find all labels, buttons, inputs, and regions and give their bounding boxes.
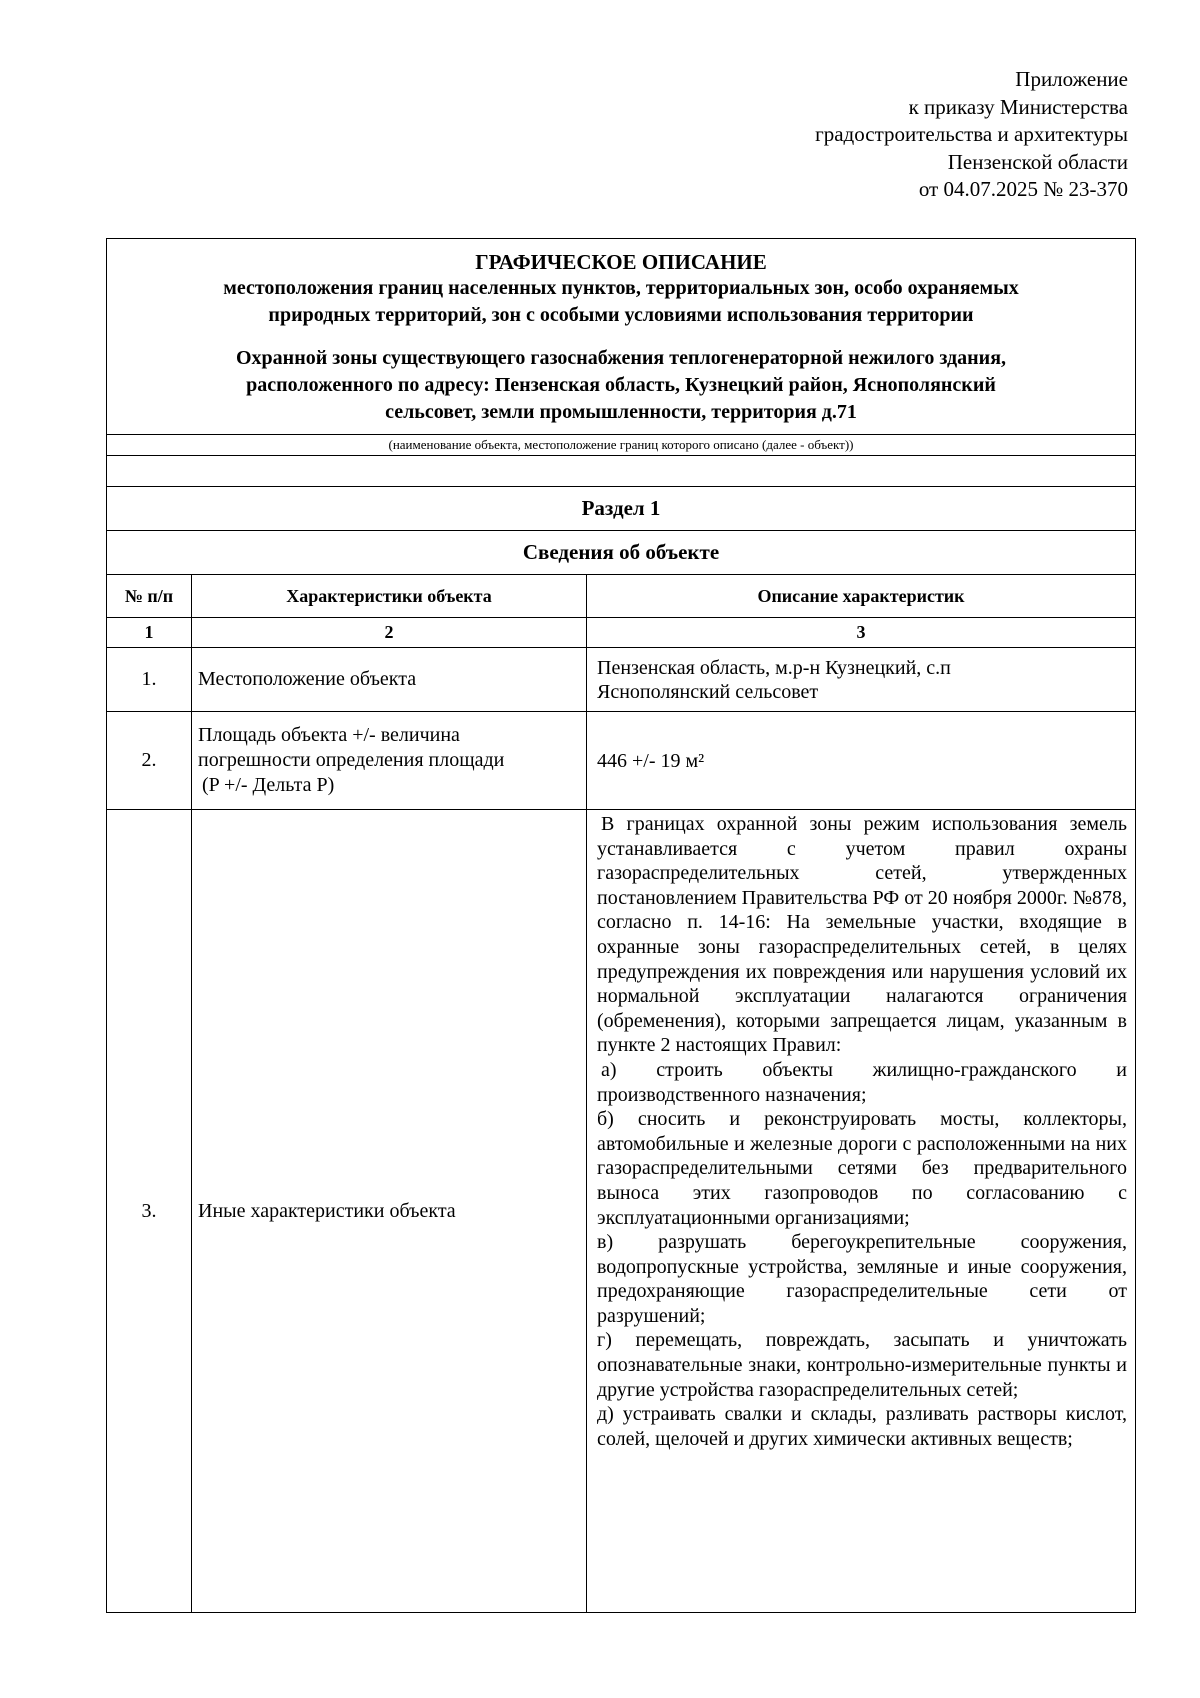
- column-header-row: [107, 575, 1136, 618]
- appendix-line: к приказу Министерства: [908, 94, 1128, 119]
- column-index: 1: [107, 618, 192, 648]
- row-number: 3.: [107, 810, 192, 1613]
- table-row: [107, 712, 1136, 810]
- caption-row: [107, 435, 1136, 456]
- appendix-line: Приложение: [1015, 67, 1128, 91]
- row-characteristic-line: погрешности определения площади: [198, 749, 505, 771]
- column-index: 3: [587, 618, 1136, 648]
- table-row: [107, 648, 1136, 712]
- object-name-line: расположенного по адресу: Пензенская область, Кузнецкий район, Яснополянский: [246, 374, 996, 396]
- restriction-item: а) строить объекты жилищно-гражданского и производственного назначения;: [597, 1058, 1127, 1106]
- column-header-num: № п/п: [107, 575, 192, 618]
- row-value: [587, 648, 1136, 712]
- row-number: 2.: [107, 712, 192, 810]
- restriction-item: д) устраивать свалки и склады, разливать растворы кислот, солей, щелочей и других химически активных веществ;: [597, 1403, 1127, 1450]
- row-value: [587, 810, 1136, 1613]
- document-title: ГРАФИЧЕСКОЕ ОПИСАНИЕ: [475, 250, 767, 274]
- appendix-line: Пензенской области: [947, 149, 1128, 174]
- column-header-description: Описание характеристик: [587, 575, 1136, 618]
- row-characteristic: [192, 712, 587, 810]
- restriction-paragraph: В границах охранной зоны режим использования земель устанавливается с учетом правил охраны газораспределительных сетей, утвержденных постановлением Правительства РФ от 20 ноября 2000г. №878, согласно п. 14-16: На земельные участки, входящие в охранные зоны газораспределительных сетей, в целях предупреждения их повреждения или нарушения условий их нормальной эксплуатации налагаются ограничения (обременения), которыми запрещается лицам, указанным в пункте 2 настоящих Правил:: [597, 813, 1127, 1057]
- object-name: [121, 345, 1121, 426]
- title-row: [107, 239, 1136, 435]
- column-index: 2: [192, 618, 587, 648]
- section-subtitle-row: [107, 531, 1136, 575]
- spacer-cell: [107, 456, 1136, 487]
- section-row: [107, 487, 1136, 531]
- appendix-date-line: от 04.07.2025 № 23-370: [918, 177, 1128, 201]
- section-subtitle: Сведения об объекте: [107, 531, 1136, 575]
- object-caption: (наименование объекта, местоположение границ которого описано (далее - объект)): [107, 435, 1136, 456]
- restriction-item: б) сносить и реконструировать мосты, коллекторы, автомобильные и железные дороги с расположенными на них газораспределительными сетями без предварительного выноса этих газопроводов по согласованию с эксплуатационными организациями;: [597, 1108, 1127, 1229]
- document-subtitle: местоположения границ населенных пунктов, территориальных зон, особо охраняемых: [223, 277, 1019, 299]
- row-characteristic: Иные характеристики объекта: [192, 810, 587, 1613]
- row-value: 446 +/- 19 м²: [587, 712, 1136, 810]
- row-number: 1.: [107, 648, 192, 712]
- restriction-item: г) перемещать, повреждать, засыпать и уничтожать опознавательные знаки, контрольно-измерительные пункты и другие устройства газораспределительных сетей;: [597, 1329, 1127, 1401]
- row-characteristic-line: Площадь объекта +/- величина: [198, 724, 460, 746]
- row-characteristic-line: (P +/- Дельта P): [202, 774, 335, 796]
- object-name-line: Охранной зоны существующего газоснабжения теплогенераторной нежилого здания,: [235, 347, 1007, 369]
- row-characteristic: Местоположение объекта: [192, 648, 587, 712]
- restriction-item: в) разрушать берегоукрепительные сооружения, водопропускные устройства, земляные и иные сооружения, предохраняющие газораспределительные сети от разрушений;: [597, 1231, 1127, 1327]
- appendix-line: градостроительства и архитектуры: [815, 122, 1128, 146]
- column-header-characteristic: Характеристики объекта: [192, 575, 587, 618]
- document-subtitle: природных территорий, зон с особыми условиями использования территории: [268, 304, 974, 326]
- title-cell: [107, 239, 1136, 435]
- object-name-line: сельсовет, земли промышленности, территория д.71: [385, 401, 857, 423]
- appendix-block: [608, 66, 1128, 204]
- row-value-line: Яснополянский сельсовет: [597, 680, 819, 703]
- column-index-row: [107, 618, 1136, 648]
- graphic-description-table: [106, 238, 1136, 1613]
- row-value-line: Пензенская область, м.р-н Кузнецкий, с.п: [597, 656, 951, 679]
- section-title: Раздел 1: [107, 487, 1136, 531]
- table-row: [107, 810, 1136, 1613]
- spacer-row: [107, 456, 1136, 487]
